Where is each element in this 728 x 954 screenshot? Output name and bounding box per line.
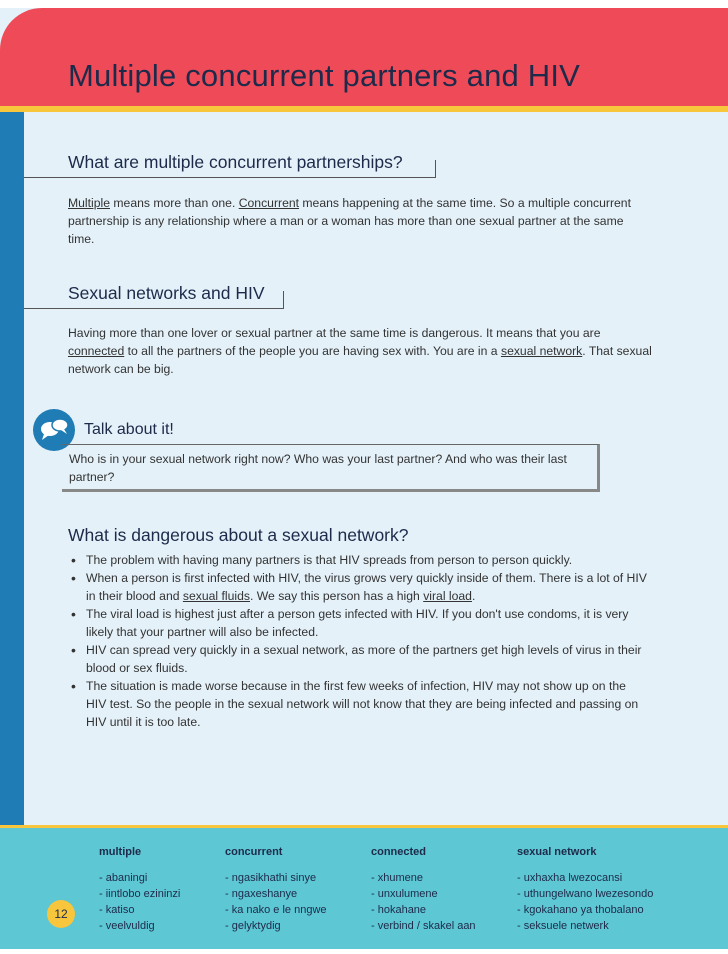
list-item: • The viral load is highest just after a person gets infected with HIV. If you don't use condoms, it is very likely that your partner will also be infected. bbox=[68, 605, 648, 641]
section-title-dangerous: What is dangerous about a sexual network? bbox=[68, 525, 409, 545]
text: means more than one. bbox=[110, 196, 239, 210]
glossary-translation: - iintlobo ezininzi bbox=[99, 888, 181, 900]
term-viral-load: viral load bbox=[423, 589, 472, 603]
text: When a person is first infected with HIV, the virus grows very quickly inside of them. There is a lot of HIV in their blood and bbox=[86, 571, 647, 603]
glossary-term: connected bbox=[371, 846, 427, 858]
glossary-translation: - ka nako e le nngwe bbox=[225, 904, 327, 916]
glossary-term: concurrent bbox=[225, 846, 283, 858]
glossary-term: multiple bbox=[99, 846, 142, 858]
glossary-translation: - ngaxeshanye bbox=[225, 888, 298, 900]
top-margin bbox=[0, 0, 728, 8]
glossary-translation: - xhumene bbox=[371, 872, 423, 884]
glossary-translation: - katiso bbox=[99, 904, 135, 916]
bottom-margin bbox=[0, 949, 728, 954]
section-rule bbox=[24, 160, 436, 178]
section-title-concurrent: What are multiple concurrent partnerships? bbox=[68, 152, 403, 172]
glossary-translation: - uxhaxha lwezocansi bbox=[517, 872, 623, 884]
glossary-column-sexual-network bbox=[517, 846, 653, 934]
paragraph-definition bbox=[68, 194, 653, 248]
glossary-translation: - seksuele netwerk bbox=[517, 920, 609, 932]
glossary-column-connected bbox=[371, 846, 476, 934]
text: . We say this person has a high bbox=[249, 589, 424, 603]
page-title: Multiple concurrent partners and HIV bbox=[68, 58, 581, 93]
glossary-translation: - kgokahano ya thobalano bbox=[517, 904, 644, 916]
page-header bbox=[0, 8, 728, 112]
text: means happening at the same time. So a multiple concurrent partnership is any relationship where a man or a woman has more than one sexual partner at the same time. bbox=[68, 196, 631, 246]
list-item: • The problem with having many partners is that HIV spreads from person to person quickly. bbox=[68, 551, 648, 569]
text: Having more than one lover or sexual partner at the same time is dangerous. It means that you are bbox=[68, 326, 601, 340]
section-title-networks: Sexual networks and HIV bbox=[68, 283, 265, 303]
text: . bbox=[471, 589, 476, 603]
glossary-translation: - veelvuldig bbox=[99, 920, 155, 932]
section-rule bbox=[24, 291, 284, 309]
term-sexual-fluids: sexual fluids bbox=[182, 589, 250, 603]
glossary-translation: - unxulumene bbox=[371, 888, 438, 900]
glossary-column-multiple bbox=[99, 846, 180, 934]
term-connected: connected bbox=[68, 344, 125, 358]
glossary-translation: - verbind / skakel aan bbox=[371, 920, 476, 932]
text: to all the partners of the people you are having sex with. You are in a bbox=[124, 344, 501, 358]
paragraph-networks bbox=[68, 324, 658, 378]
danger-bullet-list bbox=[68, 551, 648, 731]
glossary-translation: - ngasikhathi sinye bbox=[225, 872, 317, 884]
list-item bbox=[68, 569, 648, 605]
glossary-translation: - uthungelwano lwezesondo bbox=[517, 888, 654, 900]
term-multiple: Multiple bbox=[68, 196, 110, 210]
page-number: 12 bbox=[47, 900, 75, 928]
glossary-column-concurrent bbox=[225, 846, 327, 934]
talk-about-it-box bbox=[62, 444, 600, 492]
glossary-term: sexual network bbox=[517, 846, 597, 858]
term-sexual-network: sexual network bbox=[500, 344, 583, 358]
list-item: • The situation is made worse because in the first few weeks of infection, HIV may not show up on the HIV test. So the people in the sexual network will not know that they are being infected and passing on HIV until it is too late. bbox=[68, 677, 648, 731]
glossary-translation: - gelyktydig bbox=[225, 920, 281, 932]
talk-about-it-title: Talk about it! bbox=[84, 421, 174, 438]
glossary-translation: - hokahane bbox=[371, 904, 427, 916]
talk-question: Who is in your sexual network right now? Who was your last partner? And who was their last partner? bbox=[69, 452, 567, 484]
glossary-translation: - abaningi bbox=[99, 872, 148, 884]
term-concurrent: Concurrent bbox=[238, 196, 300, 210]
list-item: • HIV can spread very quickly in a sexual network, as more of the partners get high levels of virus in their blood or sex fluids. bbox=[68, 641, 648, 677]
text: . That sexual network can be big. bbox=[68, 344, 652, 376]
left-side-bar bbox=[0, 100, 24, 825]
